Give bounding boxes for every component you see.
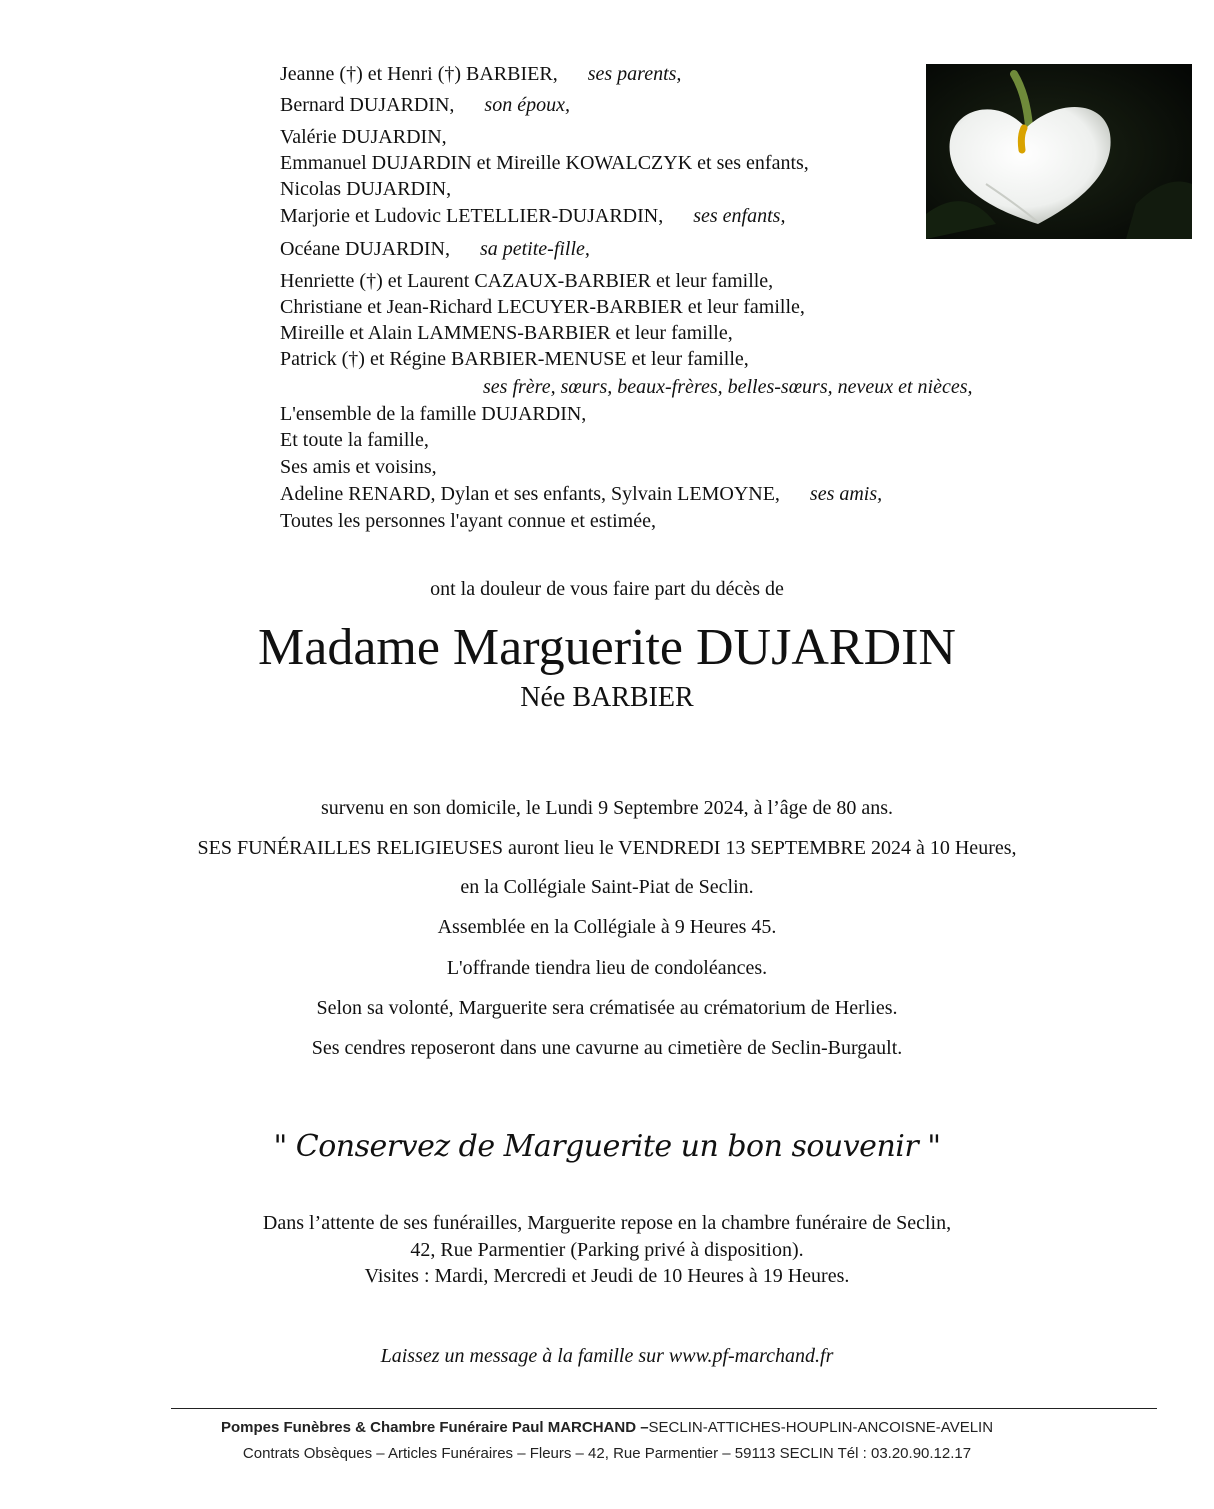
family-line: L'ensemble de la famille DUJARDIN, — [280, 403, 587, 425]
memorial-quote: " Conservez de Marguerite un bon souvenir " — [273, 1129, 941, 1164]
footer-company: Pompes Funèbres & Chambre Funéraire Paul MARCHAND –SECLIN-ATTICHES-HOUPLIN-ANCOISNE-AVELIN — [220, 1419, 994, 1436]
family-line: Emmanuel DUJARDIN et Mireille KOWALCZYK et ses enfants, — [280, 152, 809, 174]
family-line: Nicolas DUJARDIN, — [280, 178, 452, 200]
message-link-text: Laissez un message à la famille sur www.pf-marchand.fr — [380, 1345, 834, 1367]
visit-line: Dans l’attente de ses funérailles, Marguerite repose en la chambre funéraire de Seclin, — [262, 1212, 952, 1234]
family-line: Mireille et Alain LAMMENS-BARBIER et leur famille, — [280, 322, 733, 344]
family-line: Patrick (†) et Régine BARBIER-MENUSE et leur famille, — [280, 348, 749, 370]
detail-line: SES FUNÉRAILLES RELIGIEUSES auront lieu le VENDREDI 13 SEPTEMBRE 2024 à 10 Heures, — [197, 837, 1017, 859]
calla-lily-heart-icon — [926, 64, 1192, 239]
detail-line: L'offrande tiendra lieu de condoléances. — [446, 957, 768, 979]
detail-line: survenu en son domicile, le Lundi 9 Septembre 2024, à l’âge de 80 ans. — [320, 797, 894, 819]
detail-line: Assemblée en la Collégiale à 9 Heures 45. — [437, 916, 777, 938]
family-line: Océane DUJARDIN, sa petite-fille, — [280, 238, 590, 260]
detail-line: Selon sa volonté, Marguerite sera crématisée au crématorium de Herlies. — [316, 997, 898, 1019]
detail-line: en la Collégiale Saint-Piat de Seclin. — [460, 876, 754, 898]
family-line: Ses amis et voisins, — [280, 456, 437, 478]
family-line: Marjorie et Ludovic LETELLIER-DUJARDIN, ses enfants, — [280, 205, 786, 227]
footer-divider — [171, 1408, 1157, 1409]
maiden-name: Née BARBIER — [520, 682, 694, 713]
family-line: Toutes les personnes l'ayant connue et estimée, — [280, 510, 656, 532]
family-line: Jeanne (†) et Henri (†) BARBIER, ses parents, — [280, 63, 682, 85]
family-line: Bernard DUJARDIN, son époux, — [280, 94, 570, 116]
family-role-siblings: ses frère, sœurs, beaux-frères, belles-sœurs, neveux et nièces, — [483, 376, 973, 398]
deceased-name: Madame Marguerite DUJARDIN — [258, 619, 956, 676]
family-line: Christiane et Jean-Richard LECUYER-BARBIER et leur famille, — [280, 296, 805, 318]
calla-lily-photo — [926, 64, 1192, 239]
detail-line: Ses cendres reposeront dans une cavurne au cimetière de Seclin-Burgault. — [311, 1037, 903, 1059]
visit-line: 42, Rue Parmentier (Parking privé à disposition). — [410, 1239, 804, 1261]
family-line: Et toute la famille, — [280, 429, 429, 451]
family-line: Henriette (†) et Laurent CAZAUX-BARBIER et leur famille, — [280, 270, 774, 292]
visit-line: Visites : Mardi, Mercredi et Jeudi de 10 Heures à 19 Heures. — [364, 1265, 850, 1287]
footer-contracts: Contrats Obsèques – Articles Funéraires – Fleurs – 42, Rue Parmentier – 59113 SECLIN Tél : 03.20.90.12.17 — [242, 1445, 972, 1462]
family-line: Adeline RENARD, Dylan et ses enfants, Sylvain LEMOYNE, ses amis, — [280, 483, 883, 505]
announcement-intro: ont la douleur de vous faire part du décès de — [430, 578, 784, 600]
family-line: Valérie DUJARDIN, — [280, 126, 447, 148]
